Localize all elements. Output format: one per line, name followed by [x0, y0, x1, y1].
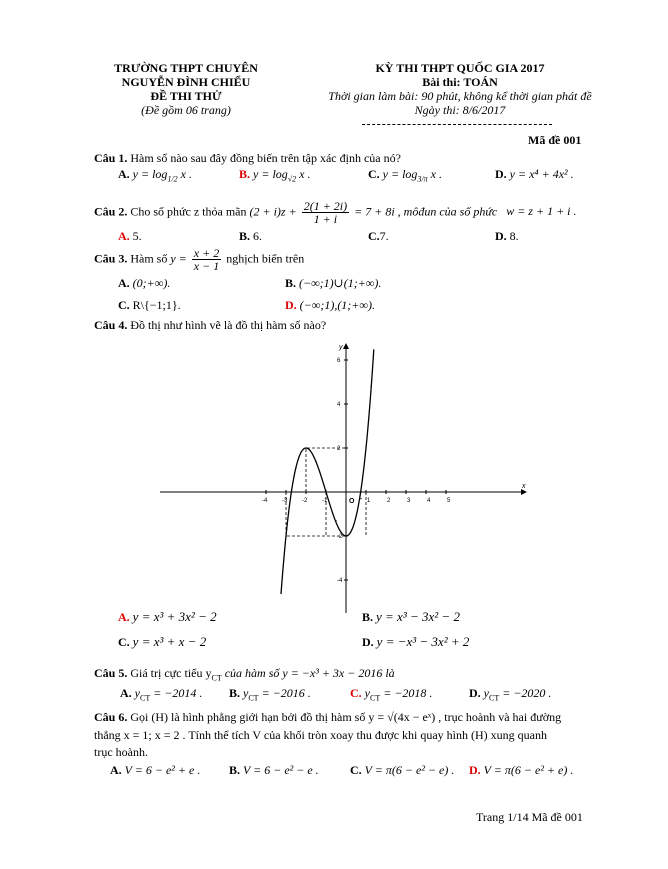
origin-label: O — [349, 498, 355, 505]
function-curve — [281, 349, 374, 594]
q3-option-a[interactable]: A. (0;+∞). — [118, 276, 171, 290]
q6-option-c[interactable]: C. V = π(6 − e² − e) . — [350, 763, 455, 777]
q5-option-c[interactable]: C. $y_{CT} = -2018$ . — [350, 686, 433, 703]
q3-option-c[interactable]: C. R\{−1;1}. — [118, 298, 181, 312]
guide-line — [286, 492, 346, 536]
data-point — [345, 535, 346, 536]
q6-option-a[interactable]: A. V = 6 − e² + e . — [110, 763, 201, 777]
q4-option-d[interactable]: D. y = −x³ − 3x² + 2 — [362, 634, 470, 649]
q5-option-a[interactable]: A. $y_{CT} = -2014$ . — [120, 686, 203, 703]
exam-code: Mã đề 001 — [528, 133, 582, 147]
q4-option-a[interactable]: A. y = x³ + 3x² − 2 — [118, 609, 217, 624]
q4-option-c[interactable]: C. y = x³ + x − 2 — [118, 634, 207, 649]
y-tick-label: -4 — [337, 578, 343, 584]
q5-option-b[interactable]: B. $y_{CT} = -2016$ . — [229, 686, 311, 703]
x-tick-label: -1 — [322, 498, 328, 504]
question-6-line3: trục hoành. — [94, 745, 148, 759]
data-point — [370, 386, 371, 387]
divider — [362, 124, 552, 125]
q5-option-d[interactable]: D. $y_{CT} = -2020$ . — [469, 686, 552, 703]
x-axis-label: x — [522, 483, 526, 490]
exam-date: Ngày thi: 8/6/2017 — [414, 103, 506, 117]
q6-option-b[interactable]: B. V = 6 − e² − e . — [229, 763, 319, 777]
question-3: Câu 3. Hàm số y = $\frac{x + 2}{x - 1}$ nghịch biến trên — [94, 246, 305, 273]
question-6-line2: thẳng x = 1; x = 2 . Tính thể tích V của khối tròn xoay thu được khi quay hình (H) xung quanh — [94, 728, 547, 742]
q3-option-d[interactable]: D. (−∞;1),(1;+∞). — [285, 298, 375, 312]
question-label: Câu 1. — [94, 151, 128, 165]
x-tick-label: 1 — [367, 498, 371, 504]
data-point — [305, 447, 306, 448]
fraction: $\frac{x + 2}{x - 1}$ — [193, 246, 220, 273]
exam-type: ĐỀ THI THỬ — [150, 89, 222, 103]
question-2: Câu 2. Cho số phức z thỏa mãn (2 + i)z + $\frac{2(1 + 2i)}{1 + i}$ = 7 + 8i , môđun của số phức w = z + 1 + i . — [94, 199, 577, 226]
school-name-line2: NGUYỄN ĐÌNH CHIỂU — [121, 75, 251, 89]
q4-option-b[interactable]: B. y = x³ − 3x² − 2 — [362, 609, 460, 624]
data-point — [355, 516, 356, 517]
question-4: Câu 4. Đồ thị như hình vẽ là đồ thị hàm số nào? — [94, 318, 327, 332]
question-6: Câu 6. Gọi (H) là hình phẳng giới hạn bởi đồ thị hàm số y = √(4x − eˣ) , trục hoành và hai đường — [94, 710, 562, 724]
y-axis-label: y — [339, 344, 343, 351]
y-tick-label: 6 — [337, 358, 341, 364]
x-tick-label: -2 — [302, 498, 308, 504]
q2-option-d[interactable]: D. 8. — [495, 229, 519, 243]
question-5: Câu 5. Giá trị cực tiểu $y_{CT}$ của hàm số y = −x³ + 3x − 2016 là — [94, 666, 395, 683]
data-point — [365, 447, 366, 448]
x-tick-label: 4 — [427, 498, 431, 504]
x-tick-label: -4 — [262, 498, 268, 504]
q2-option-a[interactable]: A. 5. — [118, 229, 142, 243]
duration: Thời gian làm bài: 90 phút, không kể thời gian phát đề — [328, 89, 592, 103]
page-footer: Trang 1/14 Mã đề 001 — [476, 810, 583, 824]
q2-option-c[interactable]: C.7. — [368, 229, 389, 243]
data-point — [360, 498, 361, 499]
data-point — [285, 535, 286, 536]
question-text: Hàm số nào sau đây đồng biến trên tập xác định của nó? — [130, 151, 401, 165]
x-tick-label: 5 — [447, 498, 451, 504]
q1-option-c[interactable]: C. $y = \log_{3/\pi} x$ . — [368, 167, 442, 184]
data-point — [295, 467, 296, 468]
fraction: $\frac{2(1 + 2i)}{1 + i}$ — [303, 199, 348, 226]
q2-option-b[interactable]: B. 6. — [239, 229, 263, 243]
x-tick-label: 3 — [407, 498, 411, 504]
question-1 — [94, 151, 401, 166]
x-tick-label: -3 — [282, 498, 288, 504]
y-tick-label: -2 — [337, 534, 343, 540]
subject: Bài thi: TOÁN — [422, 75, 498, 89]
y-tick-label: 2 — [337, 446, 341, 452]
x-tick-label: 2 — [387, 498, 391, 504]
q1-option-d[interactable]: D. y = x⁴ + 4x² . — [495, 167, 574, 181]
function-graph — [156, 340, 536, 615]
q1-option-a[interactable]: A. $y = \log_{1/2} x$ . — [118, 167, 192, 184]
school-name-line1: TRƯỜNG THPT CHUYÊN — [114, 61, 258, 75]
q3-option-b[interactable]: B. (−∞;1)∪(1;+∞). — [285, 276, 382, 290]
exam-title: KỲ THI THPT QUỐC GIA 2017 — [375, 61, 545, 75]
data-point — [315, 461, 316, 462]
q6-option-d[interactable]: D. V = π(6 − e² + e) . — [469, 763, 574, 777]
pages-note: (Đề gồm 06 trang) — [141, 103, 231, 117]
data-point — [325, 491, 326, 492]
q1-option-b[interactable]: B. $y = \log_{√2} x$ . — [239, 167, 311, 184]
data-point — [335, 520, 336, 521]
y-tick-label: 4 — [337, 402, 341, 408]
